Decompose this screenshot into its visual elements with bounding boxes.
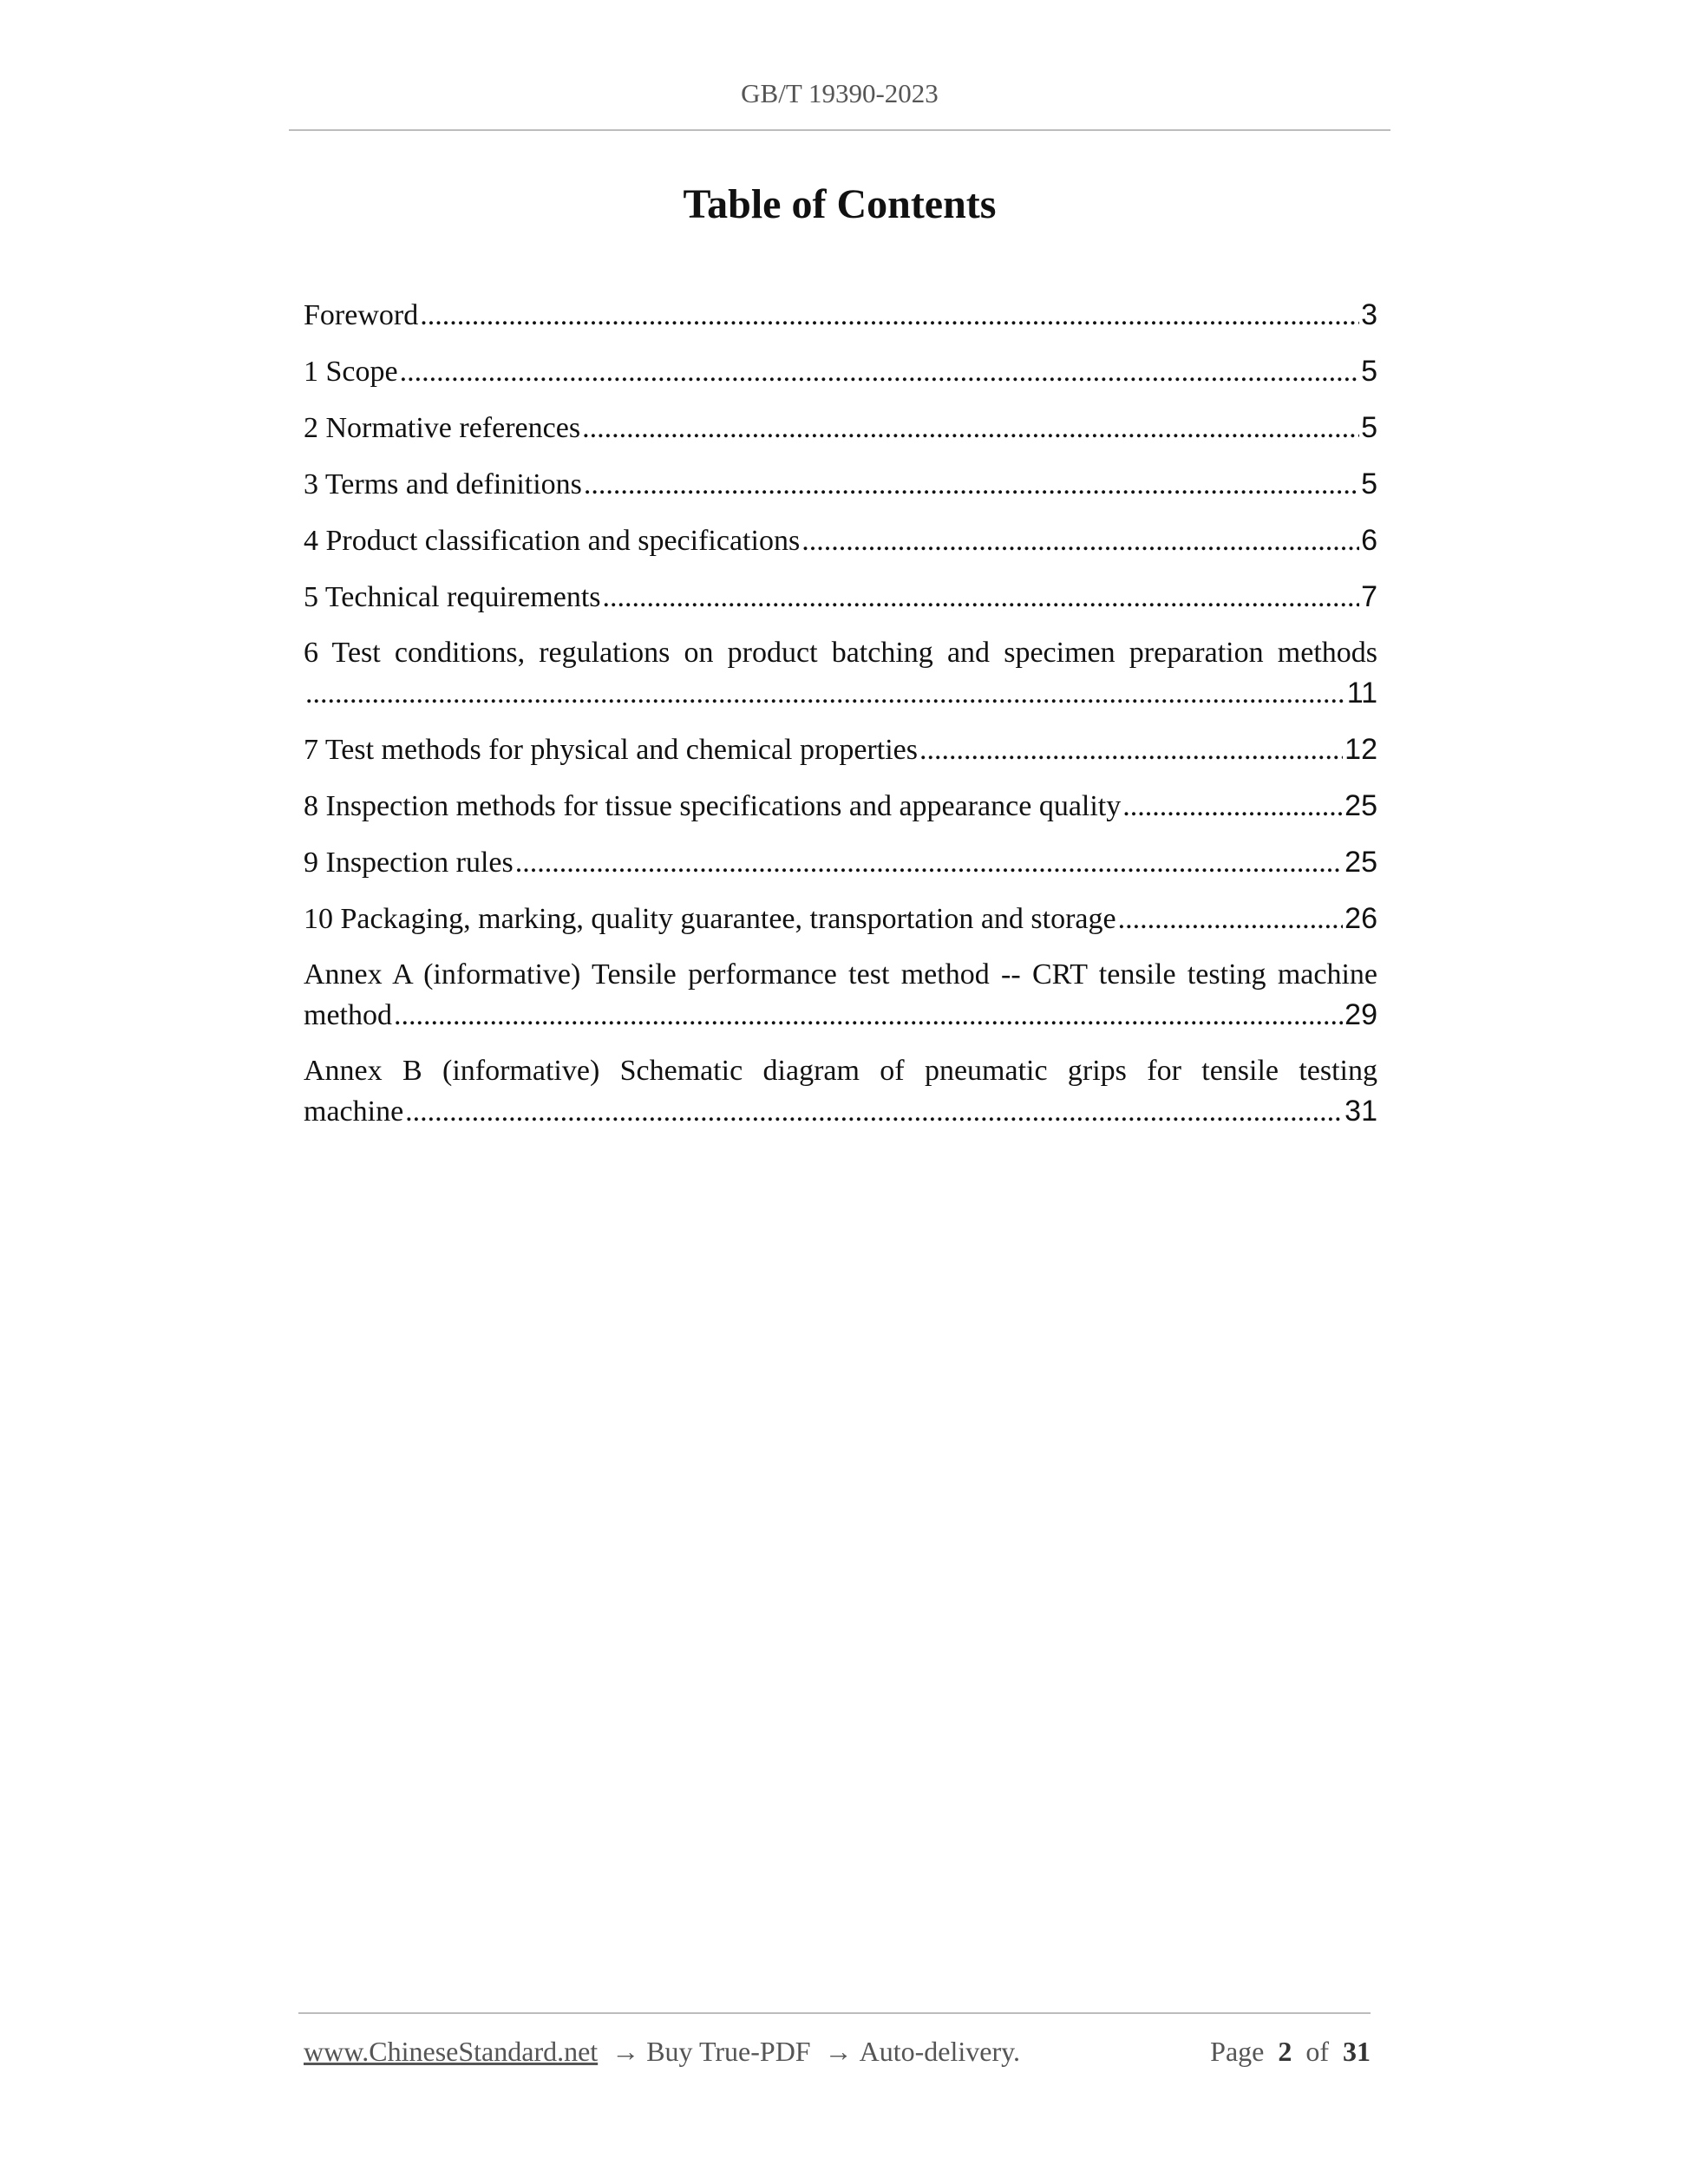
arrow-right-icon: → <box>612 2035 640 2067</box>
dot-leader <box>515 843 1343 883</box>
toc-entry-test-methods[interactable] <box>304 729 1377 770</box>
dot-leader <box>400 352 1359 392</box>
footer-delivery-text: Auto-delivery. <box>859 2035 1021 2067</box>
toc-entry-page: 5 <box>1361 355 1377 388</box>
toc-entry-page: 25 <box>1345 789 1377 822</box>
toc-entry-label: 1 Scope <box>304 356 398 388</box>
toc-entry-technical-requirements[interactable] <box>304 577 1377 618</box>
page-title: Table of Contents <box>683 181 997 227</box>
page-counter <box>1210 2036 1371 2068</box>
footer-buy-text: Buy True-PDF <box>646 2035 811 2067</box>
toc-entry-label: 5 Technical requirements <box>304 581 601 613</box>
toc-entry-page: 6 <box>1361 524 1377 557</box>
dot-leader <box>584 465 1359 505</box>
footer-divider <box>298 2012 1371 2014</box>
table-of-contents <box>304 295 1377 1148</box>
toc-entry-label: 2 Normative references <box>304 412 581 444</box>
website-link[interactable]: www.ChineseStandard.net <box>304 2035 599 2067</box>
toc-entry-label: 3 Terms and definitions <box>304 468 582 500</box>
dot-leader <box>582 409 1359 448</box>
dot-leader <box>420 296 1359 336</box>
toc-entry-label: 7 Test methods for physical and chemical properties <box>304 734 918 766</box>
toc-entry-terms-definitions[interactable] <box>304 464 1377 505</box>
toc-entry-page: 5 <box>1361 468 1377 500</box>
current-page-number: 2 <box>1278 2035 1292 2067</box>
toc-entry-packaging[interactable] <box>304 899 1377 939</box>
dot-leader <box>1118 899 1344 939</box>
footer-promo <box>304 2036 1020 2068</box>
toc-entry-normative-references[interactable] <box>304 408 1377 448</box>
dot-leader <box>919 730 1343 770</box>
toc-entry-label: machine <box>304 1095 404 1128</box>
toc-entry-label-line1: Annex B (informative) Schematic diagram of pneumatic grips for tensile testing <box>304 1055 1377 1087</box>
toc-entry-page: 3 <box>1361 298 1377 331</box>
running-header: GB/T 19390-2023 <box>741 78 939 108</box>
toc-entry-page: 26 <box>1345 902 1377 935</box>
toc-entry-page: 5 <box>1361 411 1377 444</box>
toc-entry-inspection-rules[interactable] <box>304 842 1377 883</box>
toc-entry-label: Foreword <box>304 299 419 331</box>
toc-entry-product-classification[interactable] <box>304 520 1377 561</box>
header-divider <box>289 129 1390 131</box>
toc-entry-label: 4 Product classification and specifications <box>304 525 801 557</box>
total-page-count: 31 <box>1343 2035 1371 2067</box>
toc-entry-page: 25 <box>1345 846 1377 879</box>
toc-entry-label-line1: 6 Test conditions, regulations on product batching and specimen preparation methods <box>304 637 1377 669</box>
toc-entry-page: 11 <box>1346 677 1377 709</box>
of-word: of <box>1305 2035 1329 2067</box>
toc-entry-label-line1: Annex A (informative) Tensile performance test method -- CRT tensile testing machine <box>304 958 1377 991</box>
toc-entry-label: 8 Inspection methods for tissue specifications and appearance quality <box>304 790 1122 822</box>
toc-entry-page: 7 <box>1361 580 1377 613</box>
page-word: Page <box>1210 2035 1265 2067</box>
toc-entry-inspection-methods[interactable] <box>304 786 1377 827</box>
toc-entry-foreword[interactable] <box>304 295 1377 336</box>
dot-leader <box>801 521 1359 561</box>
dot-leader <box>305 674 1345 714</box>
toc-entry-scope[interactable] <box>304 351 1377 392</box>
dot-leader <box>405 1092 1343 1132</box>
toc-entry-test-conditions[interactable] <box>304 633 1377 714</box>
page-footer <box>304 2030 1371 2073</box>
toc-entry-label: method <box>304 999 392 1031</box>
toc-entry-label: 9 Inspection rules <box>304 847 514 879</box>
toc-entry-label: 10 Packaging, marking, quality guarantee, transportation and storage <box>304 903 1116 935</box>
dot-leader <box>603 578 1360 618</box>
arrow-right-icon: → <box>824 2035 853 2067</box>
dot-leader <box>1122 787 1343 827</box>
toc-entry-page: 29 <box>1345 998 1377 1031</box>
toc-entry-page: 31 <box>1345 1095 1377 1128</box>
toc-entry-annex-a[interactable] <box>304 955 1377 1036</box>
toc-entry-page: 12 <box>1345 733 1377 766</box>
dot-leader <box>394 996 1343 1036</box>
toc-entry-annex-b[interactable] <box>304 1051 1377 1132</box>
